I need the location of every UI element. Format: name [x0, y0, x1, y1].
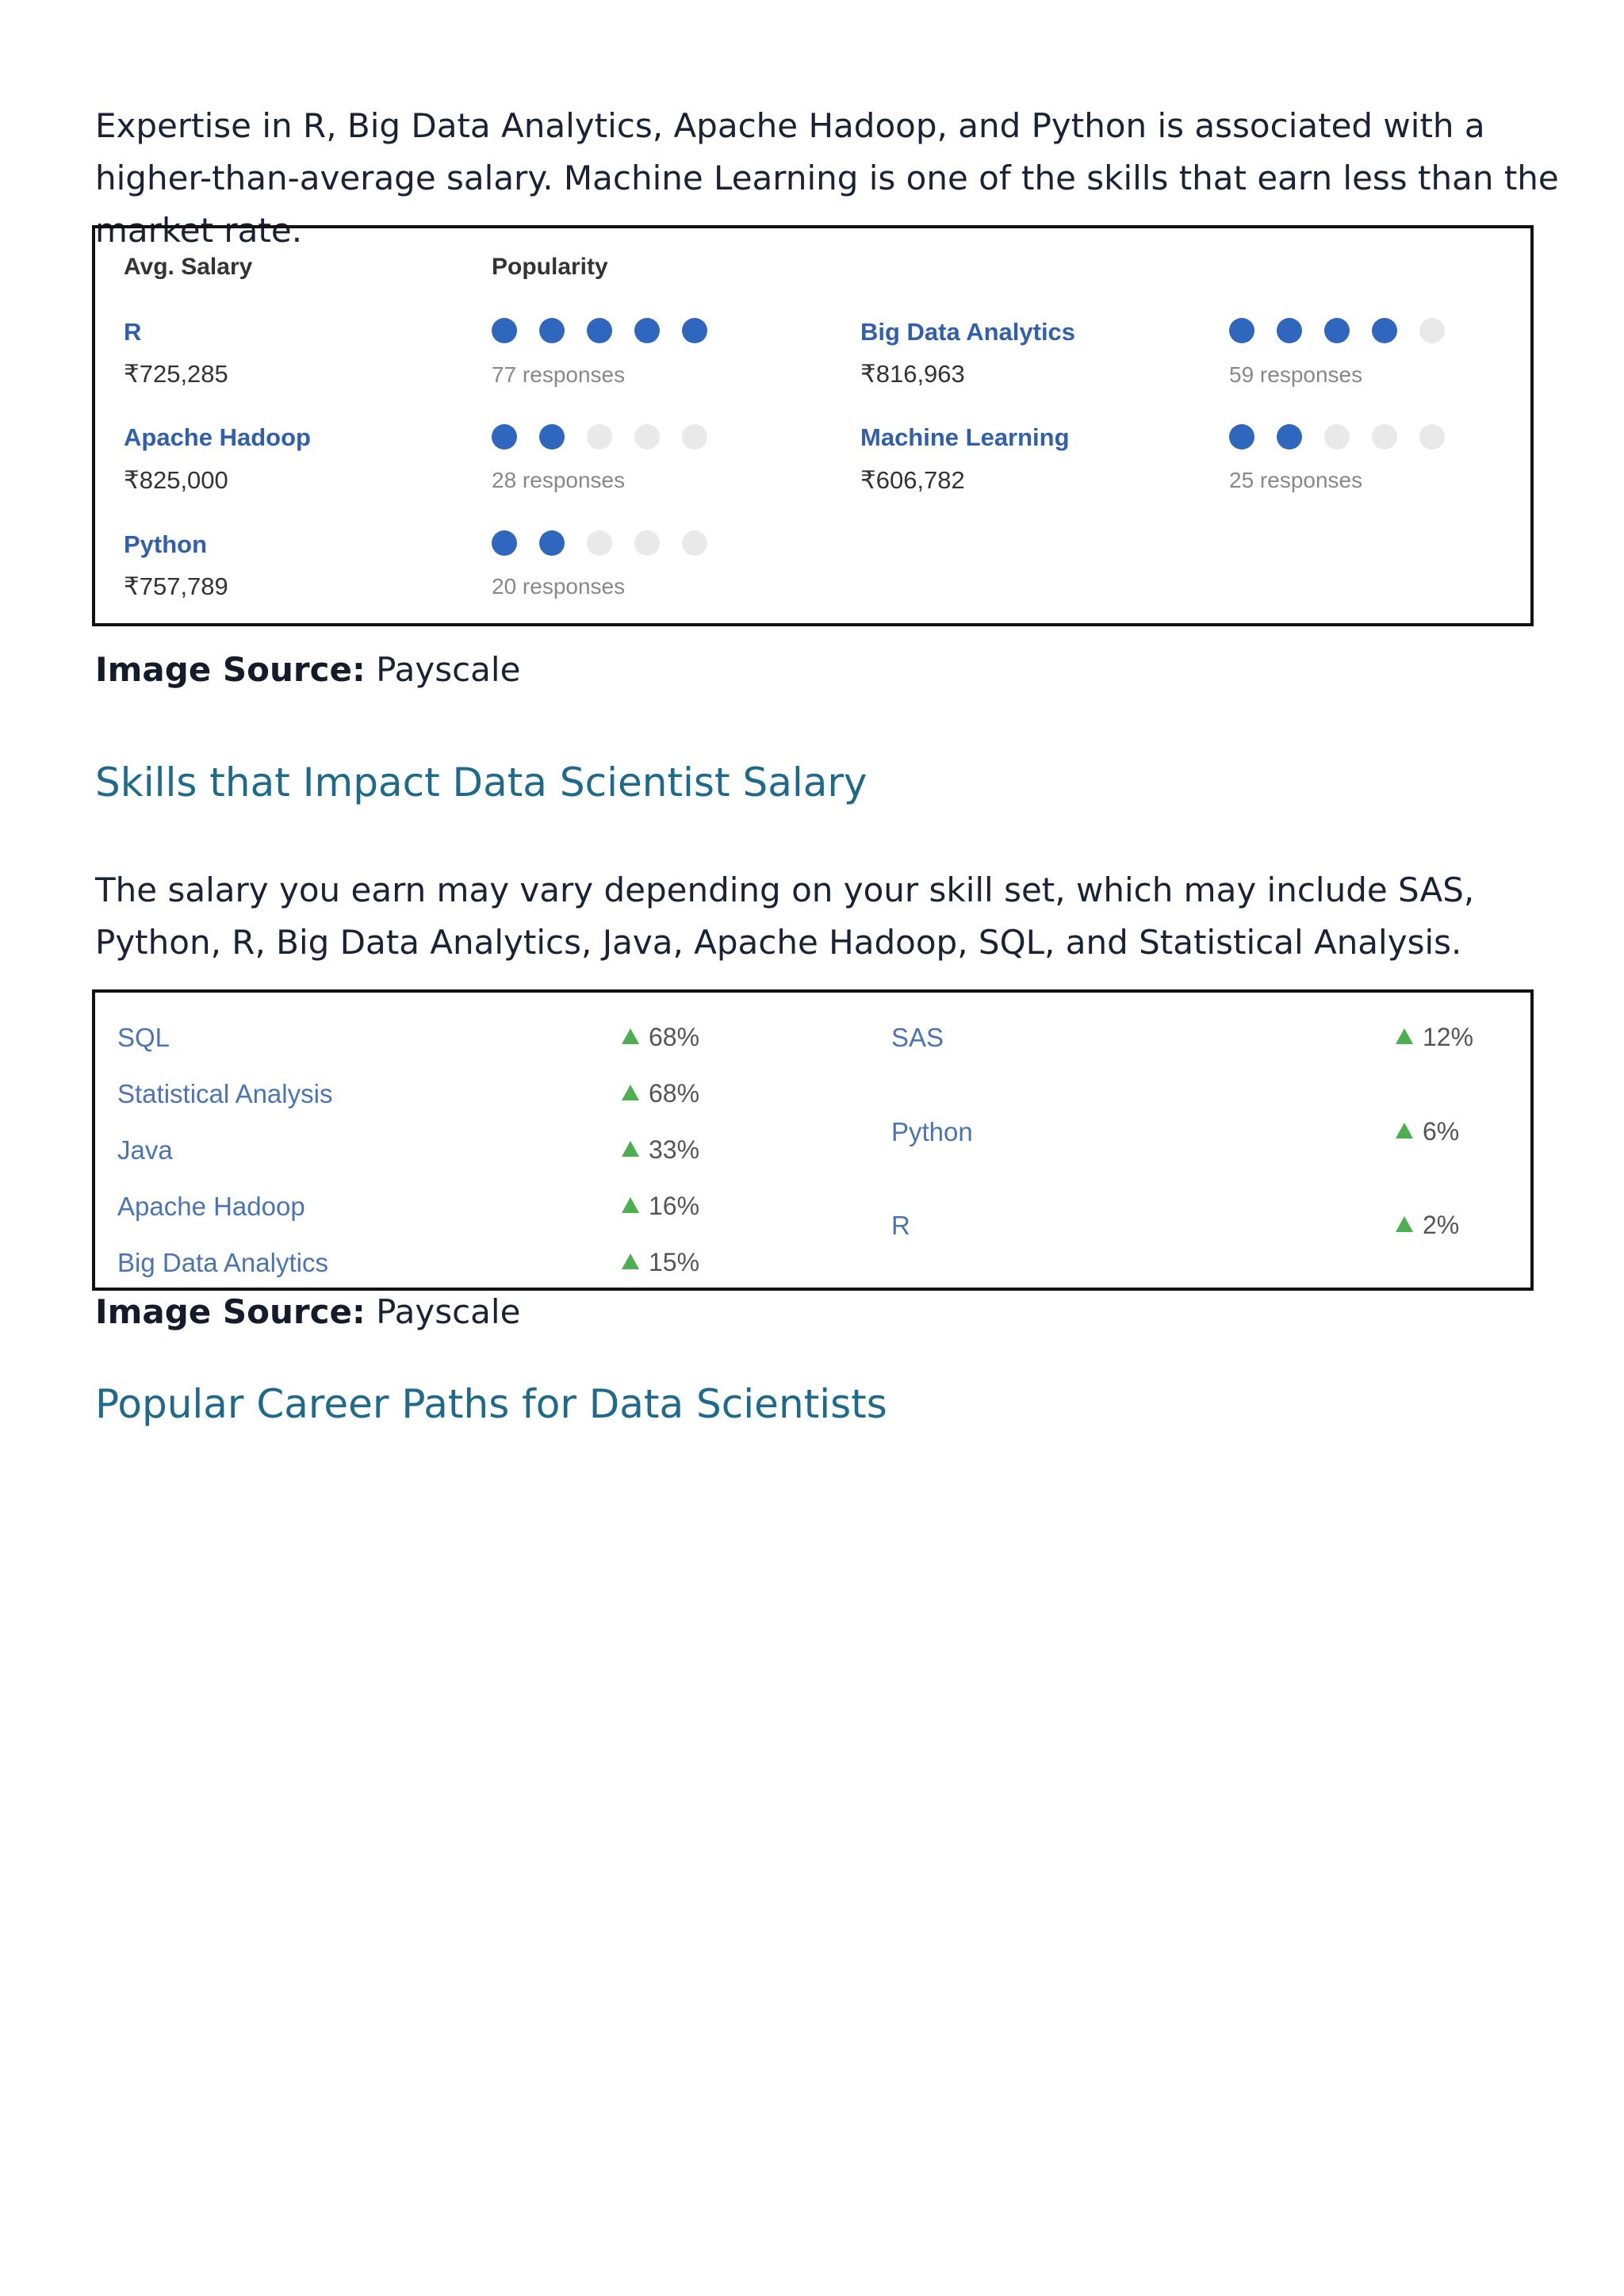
impact-skill-sql[interactable]: SQL — [117, 1023, 170, 1052]
popularity-dot-empty — [1419, 318, 1445, 343]
popularity-dots-python — [492, 530, 730, 556]
image-source-value: Payscale — [365, 650, 521, 689]
up-arrow-icon — [622, 1028, 639, 1044]
popularity-dot-filled — [587, 318, 612, 343]
popularity-dot-filled — [1277, 318, 1302, 343]
popularity-dot-empty — [634, 530, 660, 556]
responses-apache-hadoop: 28 responses — [492, 468, 626, 492]
skill-name-r[interactable]: R — [124, 318, 142, 346]
popularity-dot-filled — [492, 318, 517, 343]
popularity-dot-empty — [587, 424, 612, 450]
section-heading-skills-impact: Skills that Impact Data Scientist Salary — [95, 760, 868, 806]
popularity-dot-empty — [682, 530, 707, 556]
up-arrow-icon — [622, 1141, 639, 1157]
skill-name-python[interactable]: Python — [124, 530, 208, 558]
skill-impact-image — [92, 989, 1534, 1291]
section-heading-career-paths: Popular Career Paths for Data Scientists — [95, 1381, 887, 1427]
popularity-dot-empty — [1324, 424, 1350, 450]
intro-paragraph: Expertise in R, Big Data Analytics, Apache Hadoop, and Python is associated with a higher-than-average salary. Machine Learning is one of the skills that earn less than the market rate. — [95, 106, 1559, 250]
popularity-dot-filled — [539, 530, 565, 556]
impact-skill-r[interactable]: R — [891, 1211, 910, 1240]
popularity-dot-filled — [492, 530, 517, 556]
impact-skill-java[interactable]: Java — [117, 1135, 173, 1165]
popularity-dot-filled — [1324, 318, 1350, 343]
impact-skill-python[interactable]: Python — [891, 1117, 973, 1146]
popularity-dot-empty — [587, 530, 612, 556]
popularity-dot-empty — [634, 424, 660, 450]
up-arrow-icon — [1396, 1028, 1413, 1044]
responses-python: 20 responses — [492, 574, 626, 599]
image-source-value-2: Payscale — [365, 1292, 521, 1331]
popularity-dot-filled — [1277, 424, 1302, 450]
up-arrow-icon — [622, 1085, 639, 1100]
impact-pct-sql: 68% — [622, 1023, 699, 1052]
responses-big-data-analytics: 59 responses — [1229, 362, 1363, 387]
salary-machine-learning: ₹606,782 — [860, 466, 965, 494]
popularity-dots-big-data-analytics — [1229, 318, 1467, 343]
impact-skill-big-data-analytics[interactable]: Big Data Analytics — [117, 1248, 328, 1277]
responses-r: 77 responses — [492, 362, 626, 387]
popularity-dot-empty — [1372, 424, 1397, 450]
impact-pct-java: 33% — [622, 1135, 699, 1165]
image-source-label: Image Source: — [95, 650, 366, 689]
impact-pct-statistical-analysis: 68% — [622, 1079, 699, 1108]
popularity-dot-filled — [539, 318, 565, 343]
impact-skill-sas[interactable]: SAS — [891, 1023, 944, 1052]
popularity-dot-filled — [1372, 318, 1397, 343]
salary-apache-hadoop: ₹825,000 — [124, 466, 228, 494]
popularity-dots-machine-learning — [1229, 424, 1467, 450]
up-arrow-icon — [1396, 1216, 1413, 1232]
impact-pct-python: 6% — [1396, 1117, 1459, 1146]
image-source-caption — [95, 650, 520, 689]
popularity-dot-filled — [1229, 424, 1254, 450]
salary-popularity-image — [92, 225, 1534, 626]
responses-machine-learning: 25 responses — [1229, 468, 1363, 492]
salary-python: ₹757,789 — [124, 572, 228, 600]
skills-paragraph: The salary you earn may vary depending on your skill set, which may include SAS, Python, R, Big Data Analytics, Java, Apache Hadoop, SQL, and Statistical Analysis. — [95, 871, 1475, 962]
impact-skill-statistical-analysis[interactable]: Statistical Analysis — [117, 1079, 333, 1108]
popularity-dot-filled — [634, 318, 660, 343]
popularity-dot-filled — [492, 424, 517, 450]
popularity-dots-apache-hadoop — [492, 424, 730, 450]
impact-skill-apache-hadoop[interactable]: Apache Hadoop — [117, 1192, 305, 1221]
image-source-caption-2 — [95, 1292, 520, 1331]
impact-pct-apache-hadoop: 16% — [622, 1192, 699, 1221]
skill-name-apache-hadoop[interactable]: Apache Hadoop — [124, 423, 311, 451]
popularity-dot-empty — [1419, 424, 1445, 450]
salary-r: ₹725,285 — [124, 360, 228, 388]
popularity-dot-filled — [539, 424, 565, 450]
popularity-dots-r — [492, 318, 730, 343]
impact-pct-big-data-analytics: 15% — [622, 1248, 699, 1277]
popularity-dot-filled — [682, 318, 707, 343]
popularity-dot-empty — [682, 424, 707, 450]
skill-name-machine-learning[interactable]: Machine Learning — [860, 423, 1070, 451]
up-arrow-icon — [622, 1253, 639, 1269]
impact-pct-r: 2% — [1396, 1211, 1459, 1240]
up-arrow-icon — [1396, 1123, 1413, 1138]
image-source-label-2: Image Source: — [95, 1292, 366, 1331]
impact-pct-sas: 12% — [1396, 1023, 1473, 1052]
up-arrow-icon — [622, 1197, 639, 1213]
popularity-header: Popularity — [492, 254, 608, 280]
salary-big-data-analytics: ₹816,963 — [860, 360, 965, 388]
skill-name-big-data-analytics[interactable]: Big Data Analytics — [860, 318, 1076, 346]
popularity-dot-filled — [1229, 318, 1254, 343]
avg-salary-header: Avg. Salary — [124, 254, 253, 280]
